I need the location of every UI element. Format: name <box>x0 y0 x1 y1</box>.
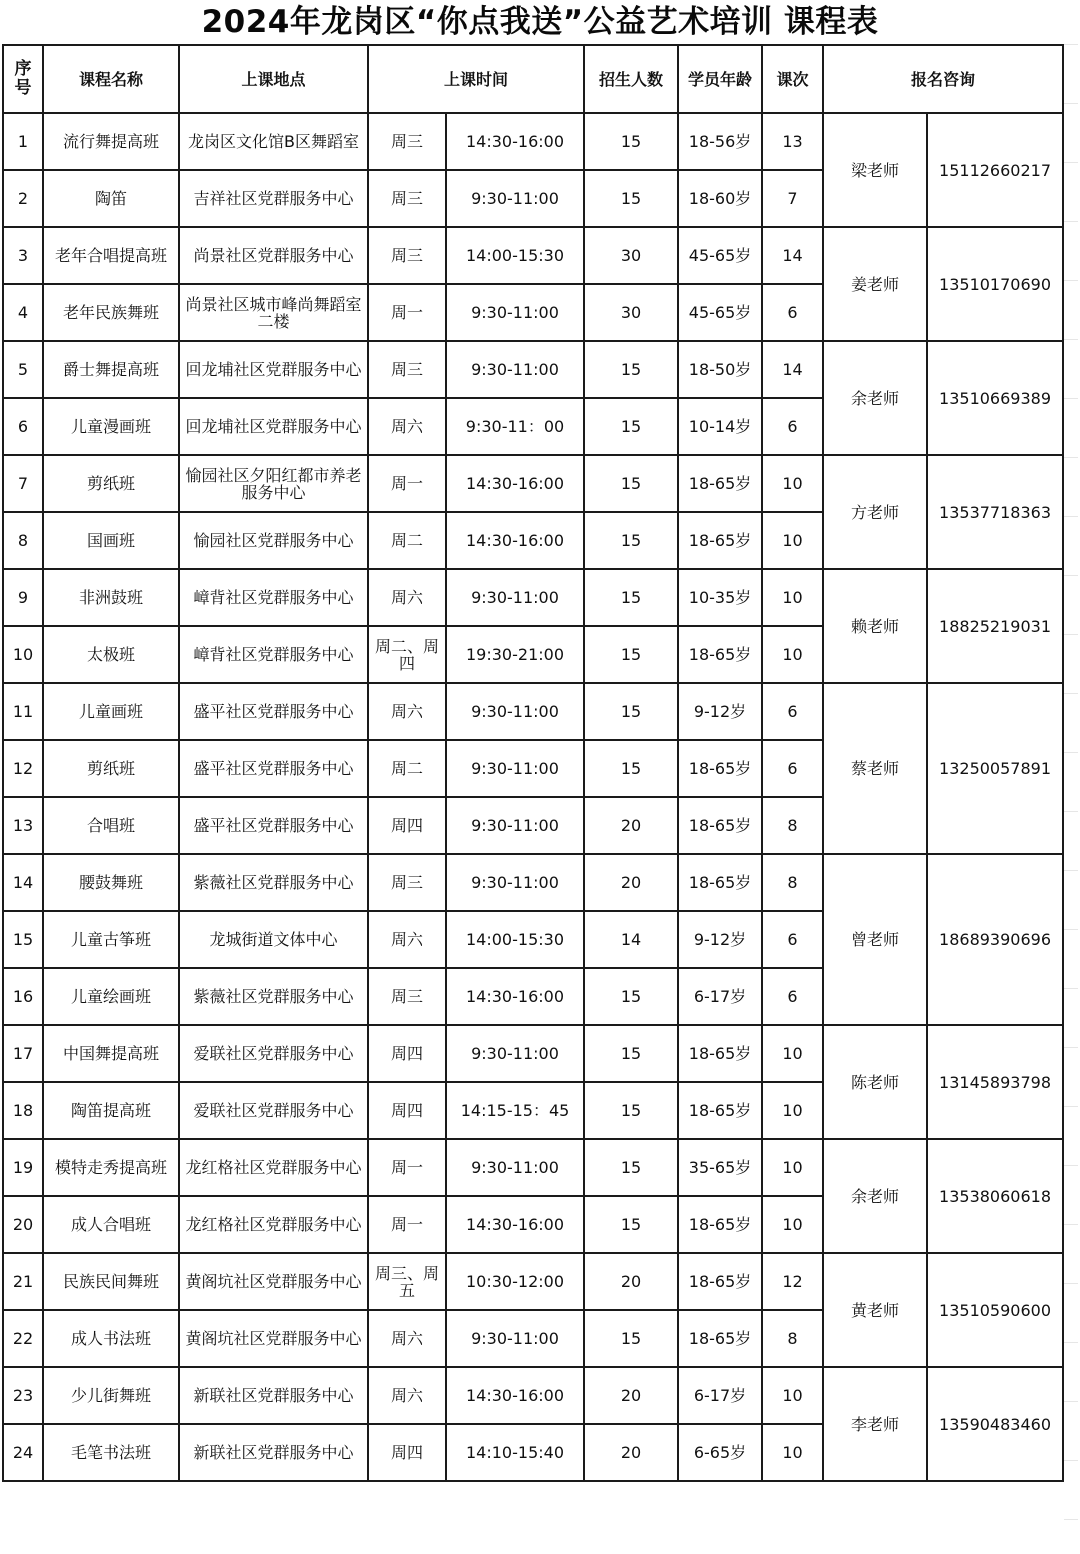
course-time: 14:30-16:00 <box>446 1367 584 1424</box>
course-time: 14:10-15:40 <box>446 1424 584 1481</box>
course-time: 14:30-16:00 <box>446 1196 584 1253</box>
enrollment-quota: 15 <box>584 398 678 455</box>
course-time: 14:30-16:00 <box>446 968 584 1025</box>
course-location: 爱联社区党群服务中心 <box>179 1025 368 1082</box>
contact-teacher: 梁老师 <box>823 113 927 227</box>
header-age: 学员年龄 <box>678 45 762 113</box>
course-location: 愉园社区党群服务中心 <box>179 512 368 569</box>
enrollment-quota: 20 <box>584 854 678 911</box>
student-age: 6-17岁 <box>678 968 762 1025</box>
table-row <box>3 1139 1063 1196</box>
row-number: 7 <box>3 455 43 512</box>
header-course: 课程名称 <box>43 45 179 113</box>
enrollment-quota: 15 <box>584 1310 678 1367</box>
table-row <box>3 1253 1063 1310</box>
session-count: 6 <box>762 740 823 797</box>
enrollment-quota: 15 <box>584 341 678 398</box>
session-count: 8 <box>762 1310 823 1367</box>
enrollment-quota: 15 <box>584 626 678 683</box>
course-name: 毛笔书法班 <box>43 1424 179 1481</box>
student-age: 9-12岁 <box>678 683 762 740</box>
header-location: 上课地点 <box>179 45 368 113</box>
student-age: 18-65岁 <box>678 797 762 854</box>
row-number: 4 <box>3 284 43 341</box>
course-name: 成人合唱班 <box>43 1196 179 1253</box>
course-day: 周六 <box>368 398 446 455</box>
contact-teacher: 蔡老师 <box>823 683 927 854</box>
session-count: 14 <box>762 341 823 398</box>
course-day: 周三 <box>368 854 446 911</box>
row-number: 14 <box>3 854 43 911</box>
row-number: 20 <box>3 1196 43 1253</box>
row-number: 16 <box>3 968 43 1025</box>
course-day: 周六 <box>368 1367 446 1424</box>
header-no: 序号 <box>3 45 43 113</box>
row-number: 22 <box>3 1310 43 1367</box>
enrollment-quota: 30 <box>584 284 678 341</box>
row-number: 8 <box>3 512 43 569</box>
contact-teacher: 余老师 <box>823 1139 927 1253</box>
row-number: 2 <box>3 170 43 227</box>
course-day: 周二 <box>368 740 446 797</box>
enrollment-quota: 15 <box>584 968 678 1025</box>
enrollment-quota: 15 <box>584 170 678 227</box>
row-number: 19 <box>3 1139 43 1196</box>
session-count: 10 <box>762 569 823 626</box>
student-age: 18-50岁 <box>678 341 762 398</box>
course-day: 周六 <box>368 683 446 740</box>
course-time: 9:30-11:00 <box>446 341 584 398</box>
course-location: 盛平社区党群服务中心 <box>179 797 368 854</box>
course-location: 紫薇社区党群服务中心 <box>179 968 368 1025</box>
course-time: 14:30-16:00 <box>446 455 584 512</box>
course-time: 14:00-15:30 <box>446 227 584 284</box>
student-age: 6-17岁 <box>678 1367 762 1424</box>
page-title: 2024年龙岗区“你点我送”公益艺术培训 课程表 <box>201 4 879 40</box>
course-schedule-table <box>2 44 1064 1482</box>
student-age: 18-65岁 <box>678 1196 762 1253</box>
enrollment-quota: 15 <box>584 569 678 626</box>
session-count: 10 <box>762 1196 823 1253</box>
student-age: 45-65岁 <box>678 284 762 341</box>
contact-teacher: 方老师 <box>823 455 927 569</box>
contact-teacher: 黄老师 <box>823 1253 927 1367</box>
row-number: 17 <box>3 1025 43 1082</box>
header-contact: 报名咨询 <box>823 45 1063 113</box>
row-number: 1 <box>3 113 43 170</box>
enrollment-quota: 15 <box>584 683 678 740</box>
row-number: 6 <box>3 398 43 455</box>
course-location: 吉祥社区党群服务中心 <box>179 170 368 227</box>
course-location: 龙红格社区党群服务中心 <box>179 1196 368 1253</box>
course-day: 周三 <box>368 170 446 227</box>
course-day: 周四 <box>368 1025 446 1082</box>
course-day: 周三 <box>368 341 446 398</box>
contact-phone[interactable]: 13145893798 <box>927 1025 1063 1139</box>
course-location: 紫薇社区党群服务中心 <box>179 854 368 911</box>
course-day: 周二、周四 <box>368 626 446 683</box>
course-name: 老年合唱提高班 <box>43 227 179 284</box>
course-name: 剪纸班 <box>43 455 179 512</box>
course-location: 龙红格社区党群服务中心 <box>179 1139 368 1196</box>
course-day: 周六 <box>368 1310 446 1367</box>
contact-teacher: 李老师 <box>823 1367 927 1481</box>
student-age: 18-65岁 <box>678 455 762 512</box>
course-day: 周四 <box>368 1424 446 1481</box>
student-age: 18-65岁 <box>678 1082 762 1139</box>
course-name: 合唱班 <box>43 797 179 854</box>
table-row <box>3 455 1063 512</box>
course-name: 儿童漫画班 <box>43 398 179 455</box>
enrollment-quota: 14 <box>584 911 678 968</box>
enrollment-quota: 15 <box>584 1025 678 1082</box>
enrollment-quota: 15 <box>584 113 678 170</box>
student-age: 18-65岁 <box>678 740 762 797</box>
row-number: 10 <box>3 626 43 683</box>
course-day: 周一 <box>368 1196 446 1253</box>
student-age: 35-65岁 <box>678 1139 762 1196</box>
session-count: 6 <box>762 284 823 341</box>
session-count: 10 <box>762 1367 823 1424</box>
course-location: 愉园社区夕阳红都市养老服务中心 <box>179 455 368 512</box>
student-age: 9-12岁 <box>678 911 762 968</box>
header-time: 上课时间 <box>368 45 584 113</box>
table-row <box>3 113 1063 170</box>
course-day: 周六 <box>368 569 446 626</box>
enrollment-quota: 20 <box>584 1253 678 1310</box>
course-name: 太极班 <box>43 626 179 683</box>
table-row <box>3 227 1063 284</box>
session-count: 6 <box>762 398 823 455</box>
contact-teacher: 陈老师 <box>823 1025 927 1139</box>
course-location: 新联社区党群服务中心 <box>179 1367 368 1424</box>
course-location: 龙岗区文化馆B区舞蹈室 <box>179 113 368 170</box>
student-age: 18-65岁 <box>678 854 762 911</box>
course-day: 周二 <box>368 512 446 569</box>
contact-teacher: 余老师 <box>823 341 927 455</box>
course-location: 黄阁坑社区党群服务中心 <box>179 1310 368 1367</box>
enrollment-quota: 20 <box>584 797 678 854</box>
course-name: 中国舞提高班 <box>43 1025 179 1082</box>
contact-phone[interactable]: 18689390696 <box>927 854 1063 1025</box>
course-location: 龙城街道文体中心 <box>179 911 368 968</box>
table-row <box>3 1367 1063 1424</box>
course-day: 周三 <box>368 227 446 284</box>
student-age: 18-65岁 <box>678 512 762 569</box>
course-time: 14:00-15:30 <box>446 911 584 968</box>
course-name: 陶笛 <box>43 170 179 227</box>
session-count: 10 <box>762 626 823 683</box>
enrollment-quota: 15 <box>584 455 678 512</box>
course-name: 腰鼓舞班 <box>43 854 179 911</box>
course-day: 周四 <box>368 1082 446 1139</box>
course-location: 黄阁坑社区党群服务中心 <box>179 1253 368 1310</box>
course-location: 尚景社区城市峰尚舞蹈室二楼 <box>179 284 368 341</box>
course-time: 9:30-11:00 <box>446 1025 584 1082</box>
student-age: 6-65岁 <box>678 1424 762 1481</box>
student-age: 18-65岁 <box>678 1310 762 1367</box>
row-number: 15 <box>3 911 43 968</box>
table-row <box>3 341 1063 398</box>
course-time: 9:30-11:00 <box>446 854 584 911</box>
row-number: 3 <box>3 227 43 284</box>
session-count: 6 <box>762 968 823 1025</box>
course-time: 9:30-11：00 <box>446 398 584 455</box>
course-location: 爱联社区党群服务中心 <box>179 1082 368 1139</box>
course-name: 非洲鼓班 <box>43 569 179 626</box>
student-age: 18-65岁 <box>678 626 762 683</box>
enrollment-quota: 15 <box>584 1196 678 1253</box>
student-age: 45-65岁 <box>678 227 762 284</box>
course-time: 9:30-11:00 <box>446 284 584 341</box>
table-row <box>3 854 1063 911</box>
course-day: 周四 <box>368 797 446 854</box>
course-time: 9:30-11:00 <box>446 740 584 797</box>
session-count: 8 <box>762 854 823 911</box>
enrollment-quota: 20 <box>584 1424 678 1481</box>
course-time: 9:30-11:00 <box>446 569 584 626</box>
student-age: 10-35岁 <box>678 569 762 626</box>
course-name: 民族民间舞班 <box>43 1253 179 1310</box>
course-name: 国画班 <box>43 512 179 569</box>
course-time: 14:30-16:00 <box>446 512 584 569</box>
student-age: 18-65岁 <box>678 1253 762 1310</box>
course-time: 14:15-15：45 <box>446 1082 584 1139</box>
contact-teacher: 赖老师 <box>823 569 927 683</box>
student-age: 10-14岁 <box>678 398 762 455</box>
contact-phone[interactable]: 13510669389 <box>927 341 1063 455</box>
row-number: 5 <box>3 341 43 398</box>
session-count: 12 <box>762 1253 823 1310</box>
course-name: 老年民族舞班 <box>43 284 179 341</box>
student-age: 18-56岁 <box>678 113 762 170</box>
contact-phone[interactable]: 18825219031 <box>927 569 1063 683</box>
header-row <box>3 45 1063 113</box>
course-name: 儿童古筝班 <box>43 911 179 968</box>
session-count: 6 <box>762 683 823 740</box>
course-time: 19:30-21:00 <box>446 626 584 683</box>
course-name: 剪纸班 <box>43 740 179 797</box>
session-count: 10 <box>762 1025 823 1082</box>
contact-phone[interactable]: 13510170690 <box>927 227 1063 341</box>
table-row <box>3 569 1063 626</box>
row-number: 11 <box>3 683 43 740</box>
course-day: 周三 <box>368 968 446 1025</box>
table-row <box>3 1025 1063 1082</box>
course-time: 9:30-11:00 <box>446 170 584 227</box>
course-location: 嶂背社区党群服务中心 <box>179 626 368 683</box>
row-number: 21 <box>3 1253 43 1310</box>
contact-teacher: 曾老师 <box>823 854 927 1025</box>
row-number: 18 <box>3 1082 43 1139</box>
course-name: 流行舞提高班 <box>43 113 179 170</box>
course-name: 成人书法班 <box>43 1310 179 1367</box>
enrollment-quota: 15 <box>584 1082 678 1139</box>
course-time: 9:30-11:00 <box>446 797 584 854</box>
course-time: 9:30-11:00 <box>446 683 584 740</box>
session-count: 8 <box>762 797 823 854</box>
table-row <box>3 683 1063 740</box>
session-count: 13 <box>762 113 823 170</box>
course-name: 少儿街舞班 <box>43 1367 179 1424</box>
row-number: 12 <box>3 740 43 797</box>
schedule-body <box>3 113 1063 1481</box>
course-location: 尚景社区党群服务中心 <box>179 227 368 284</box>
contact-phone[interactable]: 13537718363 <box>927 455 1063 569</box>
session-count: 10 <box>762 1424 823 1481</box>
course-name: 儿童绘画班 <box>43 968 179 1025</box>
course-time: 10:30-12:00 <box>446 1253 584 1310</box>
session-count: 14 <box>762 227 823 284</box>
contact-phone[interactable]: 13590483460 <box>927 1367 1063 1481</box>
course-name: 爵士舞提高班 <box>43 341 179 398</box>
course-location: 盛平社区党群服务中心 <box>179 683 368 740</box>
contact-teacher: 姜老师 <box>823 227 927 341</box>
header-sessions: 课次 <box>762 45 823 113</box>
session-count: 10 <box>762 455 823 512</box>
row-number: 23 <box>3 1367 43 1424</box>
course-time: 9:30-11:00 <box>446 1310 584 1367</box>
course-location: 盛平社区党群服务中心 <box>179 740 368 797</box>
student-age: 18-65岁 <box>678 1025 762 1082</box>
enrollment-quota: 15 <box>584 740 678 797</box>
course-name: 模特走秀提高班 <box>43 1139 179 1196</box>
enrollment-quota: 15 <box>584 1139 678 1196</box>
course-name: 儿童画班 <box>43 683 179 740</box>
course-time: 14:30-16:00 <box>446 113 584 170</box>
course-location: 新联社区党群服务中心 <box>179 1424 368 1481</box>
course-day: 周一 <box>368 284 446 341</box>
row-number: 13 <box>3 797 43 854</box>
spreadsheet-gridlines <box>1064 44 1078 1538</box>
course-day: 周六 <box>368 911 446 968</box>
course-time: 9:30-11:00 <box>446 1139 584 1196</box>
session-count: 7 <box>762 170 823 227</box>
course-location: 嶂背社区党群服务中心 <box>179 569 368 626</box>
course-day: 周一 <box>368 455 446 512</box>
header-quota: 招生人数 <box>584 45 678 113</box>
enrollment-quota: 15 <box>584 512 678 569</box>
contact-phone[interactable]: 15112660217 <box>927 113 1063 227</box>
contact-phone[interactable]: 13538060618 <box>927 1139 1063 1253</box>
course-day: 周三、周五 <box>368 1253 446 1310</box>
contact-phone[interactable]: 13510590600 <box>927 1253 1063 1367</box>
session-count: 10 <box>762 1139 823 1196</box>
contact-phone[interactable]: 13250057891 <box>927 683 1063 854</box>
course-day: 周三 <box>368 113 446 170</box>
session-count: 6 <box>762 911 823 968</box>
row-number: 24 <box>3 1424 43 1481</box>
row-number: 9 <box>3 569 43 626</box>
student-age: 18-60岁 <box>678 170 762 227</box>
enrollment-quota: 30 <box>584 227 678 284</box>
course-location: 回龙埔社区党群服务中心 <box>179 398 368 455</box>
course-name: 陶笛提高班 <box>43 1082 179 1139</box>
session-count: 10 <box>762 1082 823 1139</box>
session-count: 10 <box>762 512 823 569</box>
enrollment-quota: 20 <box>584 1367 678 1424</box>
course-day: 周一 <box>368 1139 446 1196</box>
course-location: 回龙埔社区党群服务中心 <box>179 341 368 398</box>
